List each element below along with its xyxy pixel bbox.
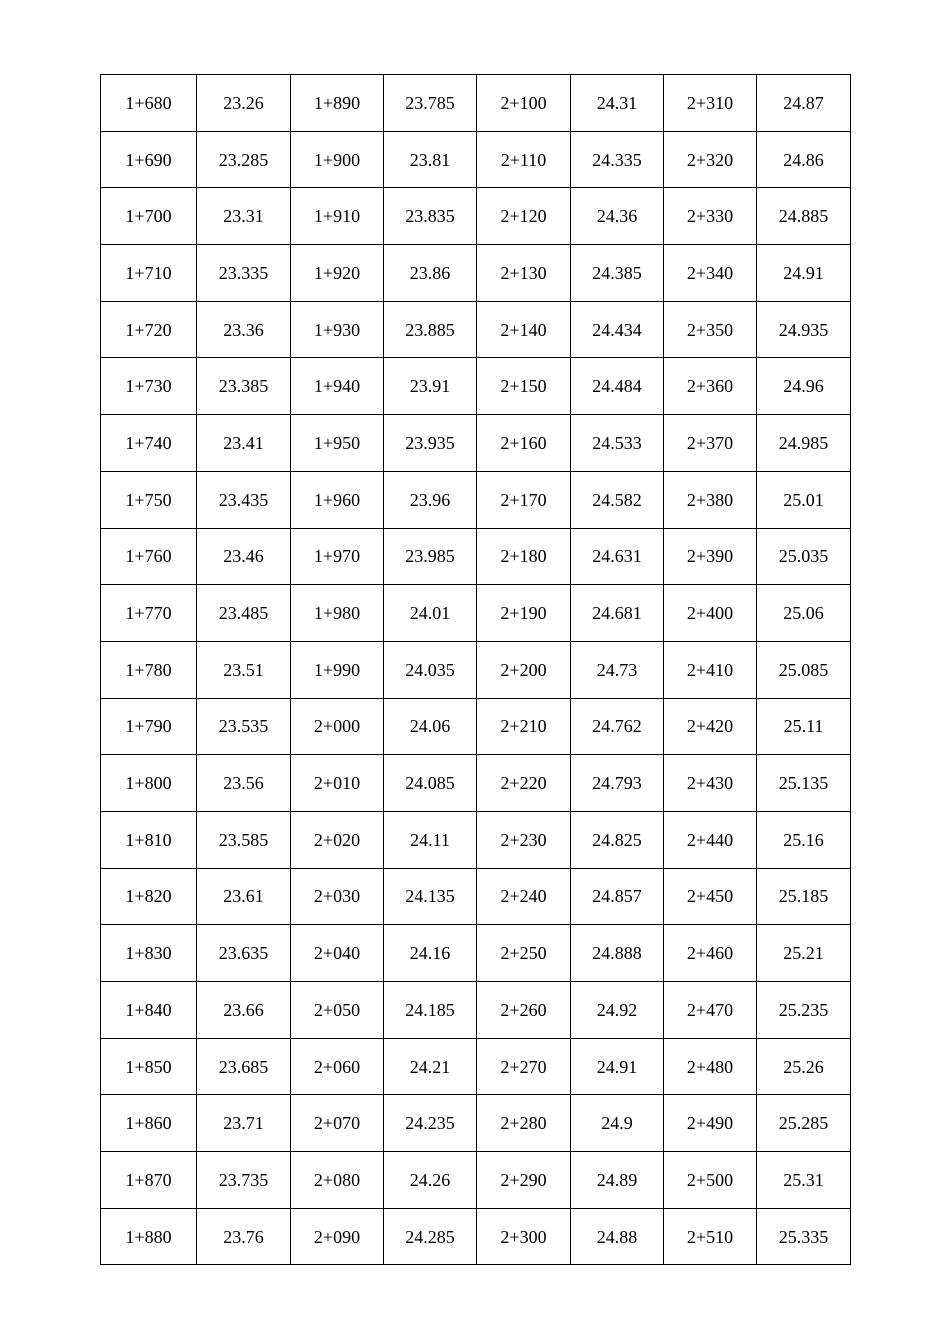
chainage-cell: 2+410	[664, 641, 757, 698]
elevation-cell: 23.51	[197, 641, 291, 698]
chainage-cell: 2+280	[477, 1095, 571, 1152]
elevation-cell: 23.285	[197, 131, 291, 188]
chainage-cell: 2+230	[477, 811, 571, 868]
chainage-cell: 1+850	[101, 1038, 197, 1095]
elevation-cell: 24.235	[384, 1095, 477, 1152]
elevation-cell: 23.335	[197, 245, 291, 302]
elevation-cell: 24.085	[384, 755, 477, 812]
table-row	[101, 471, 851, 528]
elevation-cell: 24.857	[571, 868, 664, 925]
elevation-cell: 23.885	[384, 301, 477, 358]
elevation-cell: 24.91	[571, 1038, 664, 1095]
chainage-cell: 2+130	[477, 245, 571, 302]
chainage-cell: 1+750	[101, 471, 197, 528]
elevation-cell: 24.92	[571, 982, 664, 1039]
chainage-cell: 2+020	[291, 811, 384, 868]
elevation-cell: 24.335	[571, 131, 664, 188]
elevation-cell: 23.685	[197, 1038, 291, 1095]
table-row	[101, 755, 851, 812]
chainage-cell: 2+070	[291, 1095, 384, 1152]
chainage-cell: 2+180	[477, 528, 571, 585]
chainage-cell: 1+980	[291, 585, 384, 642]
elevation-cell: 24.88	[571, 1208, 664, 1265]
elevation-cell: 23.56	[197, 755, 291, 812]
chainage-cell: 2+400	[664, 585, 757, 642]
elevation-cell: 24.89	[571, 1152, 664, 1209]
chainage-cell: 1+720	[101, 301, 197, 358]
chainage-cell: 1+880	[101, 1208, 197, 1265]
elevation-cell: 23.61	[197, 868, 291, 925]
chainage-cell: 2+100	[477, 75, 571, 132]
chainage-cell: 2+430	[664, 755, 757, 812]
chainage-cell: 1+970	[291, 528, 384, 585]
chainage-cell: 2+330	[664, 188, 757, 245]
table-row	[101, 415, 851, 472]
elevation-cell: 23.46	[197, 528, 291, 585]
elevation-cell: 23.71	[197, 1095, 291, 1152]
elevation-cell: 23.96	[384, 471, 477, 528]
chainage-cell: 1+860	[101, 1095, 197, 1152]
elevation-cell: 25.335	[757, 1208, 851, 1265]
elevation-cell: 23.91	[384, 358, 477, 415]
chainage-cell: 1+870	[101, 1152, 197, 1209]
chainage-cell: 1+800	[101, 755, 197, 812]
elevation-cell: 24.16	[384, 925, 477, 982]
chainage-cell: 1+760	[101, 528, 197, 585]
elevation-cell: 25.035	[757, 528, 851, 585]
table-row	[101, 1095, 851, 1152]
chainage-cell: 2+510	[664, 1208, 757, 1265]
chainage-cell: 2+300	[477, 1208, 571, 1265]
elevation-cell: 25.085	[757, 641, 851, 698]
table-row	[101, 301, 851, 358]
chainage-cell: 1+950	[291, 415, 384, 472]
chainage-cell: 2+090	[291, 1208, 384, 1265]
elevation-cell: 23.41	[197, 415, 291, 472]
elevation-cell: 24.21	[384, 1038, 477, 1095]
table-row	[101, 75, 851, 132]
elevation-cell: 24.01	[384, 585, 477, 642]
chainage-cell: 2+450	[664, 868, 757, 925]
chainage-cell: 2+490	[664, 1095, 757, 1152]
table-row	[101, 811, 851, 868]
table-row	[101, 188, 851, 245]
chainage-cell: 1+680	[101, 75, 197, 132]
elevation-cell: 24.185	[384, 982, 477, 1039]
elevation-cell: 25.01	[757, 471, 851, 528]
chainage-cell: 2+150	[477, 358, 571, 415]
chainage-cell: 2+340	[664, 245, 757, 302]
chainage-cell: 1+690	[101, 131, 197, 188]
chainage-cell: 2+260	[477, 982, 571, 1039]
elevation-cell: 24.484	[571, 358, 664, 415]
table-row	[101, 131, 851, 188]
chainage-cell: 1+740	[101, 415, 197, 472]
elevation-cell: 23.31	[197, 188, 291, 245]
chainage-cell: 2+390	[664, 528, 757, 585]
chainage-cell: 2+440	[664, 811, 757, 868]
data-table	[100, 74, 851, 1265]
table-body	[101, 75, 851, 1265]
elevation-cell: 24.31	[571, 75, 664, 132]
elevation-cell: 24.91	[757, 245, 851, 302]
chainage-cell: 2+460	[664, 925, 757, 982]
chainage-cell: 1+790	[101, 698, 197, 755]
chainage-cell: 2+480	[664, 1038, 757, 1095]
chainage-cell: 2+210	[477, 698, 571, 755]
elevation-cell: 24.285	[384, 1208, 477, 1265]
elevation-cell: 24.762	[571, 698, 664, 755]
elevation-cell: 25.31	[757, 1152, 851, 1209]
chainage-cell: 2+110	[477, 131, 571, 188]
table-row	[101, 868, 851, 925]
elevation-cell: 24.533	[571, 415, 664, 472]
chainage-cell: 2+470	[664, 982, 757, 1039]
chainage-cell: 2+000	[291, 698, 384, 755]
chainage-cell: 2+310	[664, 75, 757, 132]
chainage-cell: 1+840	[101, 982, 197, 1039]
elevation-cell: 23.785	[384, 75, 477, 132]
table-row	[101, 528, 851, 585]
chainage-cell: 2+370	[664, 415, 757, 472]
chainage-cell: 2+250	[477, 925, 571, 982]
chainage-cell: 2+420	[664, 698, 757, 755]
elevation-cell: 23.585	[197, 811, 291, 868]
chainage-cell: 1+910	[291, 188, 384, 245]
elevation-cell: 23.435	[197, 471, 291, 528]
elevation-cell: 25.285	[757, 1095, 851, 1152]
elevation-cell: 24.9	[571, 1095, 664, 1152]
elevation-cell: 25.26	[757, 1038, 851, 1095]
chainage-cell: 1+700	[101, 188, 197, 245]
chainage-cell: 2+270	[477, 1038, 571, 1095]
chainage-cell: 2+360	[664, 358, 757, 415]
chainage-cell: 2+120	[477, 188, 571, 245]
table-row	[101, 358, 851, 415]
elevation-cell: 23.485	[197, 585, 291, 642]
chainage-cell: 1+830	[101, 925, 197, 982]
elevation-cell: 23.26	[197, 75, 291, 132]
chainage-cell: 2+170	[477, 471, 571, 528]
elevation-cell: 24.11	[384, 811, 477, 868]
table-row	[101, 1038, 851, 1095]
chainage-cell: 2+160	[477, 415, 571, 472]
table-row	[101, 925, 851, 982]
chainage-cell: 2+080	[291, 1152, 384, 1209]
chainage-cell: 1+770	[101, 585, 197, 642]
elevation-cell: 25.135	[757, 755, 851, 812]
chainage-cell: 1+920	[291, 245, 384, 302]
table-row	[101, 245, 851, 302]
elevation-cell: 24.888	[571, 925, 664, 982]
elevation-cell: 24.96	[757, 358, 851, 415]
chainage-cell: 1+710	[101, 245, 197, 302]
elevation-cell: 23.735	[197, 1152, 291, 1209]
chainage-cell: 2+140	[477, 301, 571, 358]
elevation-cell: 24.825	[571, 811, 664, 868]
elevation-cell: 24.87	[757, 75, 851, 132]
elevation-cell: 24.035	[384, 641, 477, 698]
chainage-cell: 1+930	[291, 301, 384, 358]
table-row	[101, 641, 851, 698]
table-row	[101, 982, 851, 1039]
chainage-cell: 2+290	[477, 1152, 571, 1209]
chainage-cell: 2+060	[291, 1038, 384, 1095]
elevation-cell: 24.935	[757, 301, 851, 358]
table-row	[101, 698, 851, 755]
chainage-cell: 2+040	[291, 925, 384, 982]
elevation-cell: 24.985	[757, 415, 851, 472]
elevation-cell: 24.135	[384, 868, 477, 925]
chainage-cell: 2+500	[664, 1152, 757, 1209]
elevation-cell: 23.76	[197, 1208, 291, 1265]
table-row	[101, 585, 851, 642]
chainage-cell: 2+220	[477, 755, 571, 812]
elevation-cell: 24.36	[571, 188, 664, 245]
elevation-cell: 24.73	[571, 641, 664, 698]
table-row	[101, 1208, 851, 1265]
elevation-cell: 24.793	[571, 755, 664, 812]
chainage-cell: 2+190	[477, 585, 571, 642]
elevation-cell: 25.16	[757, 811, 851, 868]
elevation-cell: 24.26	[384, 1152, 477, 1209]
chainage-cell: 1+990	[291, 641, 384, 698]
table-row	[101, 1152, 851, 1209]
chainage-cell: 2+200	[477, 641, 571, 698]
elevation-cell: 25.06	[757, 585, 851, 642]
elevation-cell: 23.835	[384, 188, 477, 245]
elevation-cell: 23.81	[384, 131, 477, 188]
chainage-cell: 1+890	[291, 75, 384, 132]
chainage-cell: 2+030	[291, 868, 384, 925]
elevation-cell: 24.681	[571, 585, 664, 642]
elevation-cell: 25.185	[757, 868, 851, 925]
chainage-cell: 1+730	[101, 358, 197, 415]
chainage-cell: 2+320	[664, 131, 757, 188]
chainage-cell: 1+940	[291, 358, 384, 415]
elevation-cell: 24.385	[571, 245, 664, 302]
chainage-cell: 2+050	[291, 982, 384, 1039]
elevation-cell: 25.235	[757, 982, 851, 1039]
chainage-cell: 1+820	[101, 868, 197, 925]
elevation-cell: 23.535	[197, 698, 291, 755]
elevation-cell: 23.385	[197, 358, 291, 415]
chainage-cell: 2+240	[477, 868, 571, 925]
chainage-cell: 2+010	[291, 755, 384, 812]
elevation-cell: 24.86	[757, 131, 851, 188]
chainage-cell: 1+810	[101, 811, 197, 868]
chainage-cell: 2+350	[664, 301, 757, 358]
elevation-cell: 23.635	[197, 925, 291, 982]
elevation-cell: 24.434	[571, 301, 664, 358]
elevation-cell: 24.06	[384, 698, 477, 755]
elevation-cell: 25.11	[757, 698, 851, 755]
elevation-cell: 23.935	[384, 415, 477, 472]
chainage-cell: 1+960	[291, 471, 384, 528]
chainage-cell: 1+780	[101, 641, 197, 698]
elevation-cell: 23.985	[384, 528, 477, 585]
elevation-cell: 23.86	[384, 245, 477, 302]
elevation-cell: 24.582	[571, 471, 664, 528]
elevation-cell: 24.885	[757, 188, 851, 245]
elevation-cell: 23.36	[197, 301, 291, 358]
elevation-cell: 24.631	[571, 528, 664, 585]
chainage-cell: 1+900	[291, 131, 384, 188]
elevation-cell: 23.66	[197, 982, 291, 1039]
chainage-cell: 2+380	[664, 471, 757, 528]
elevation-cell: 25.21	[757, 925, 851, 982]
